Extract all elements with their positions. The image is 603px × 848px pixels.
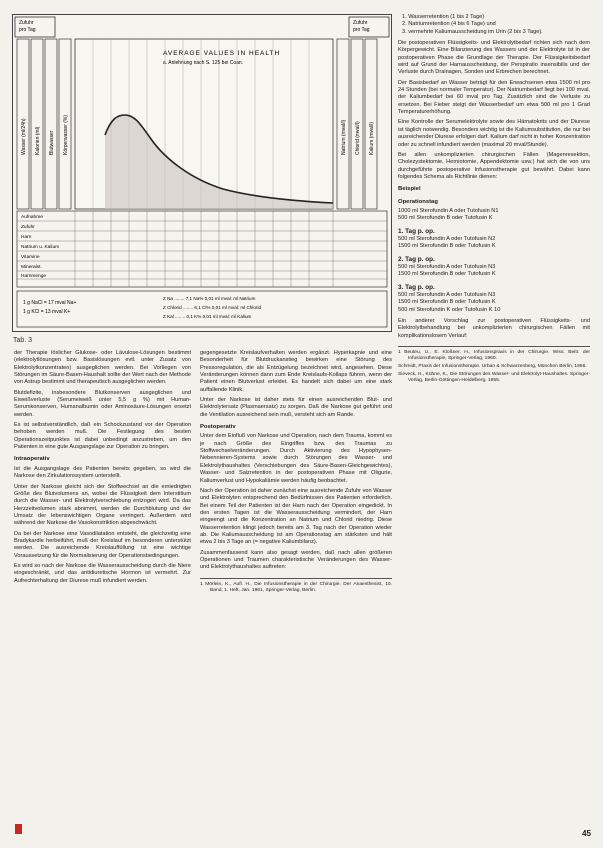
right-axis-label-1: Chlorid (mval/l) [355, 121, 361, 155]
page-number: 45 [582, 829, 591, 838]
dose-optag-0: 1000 ml Sterofundin A oder Tutofusin N1 [398, 207, 499, 214]
heading-intraoperativ: Intraoperativ [14, 456, 50, 463]
top-left-label-2: pro Tag [19, 27, 36, 33]
dose-day3-2: 500 ml Sterofundin K oder Tutofusin K 10 [398, 306, 501, 313]
left-axis-col-3 [45, 39, 57, 209]
list-item: 1. Wasserretention (1 bis 2 Tage) [402, 14, 485, 20]
left-paragraph-6: Da bei der Narkose eine Vasodilatation entsteht, die gleichzeitig eine Bradykardie herbeiführt, muß der Kreislauf im besonderen unterstützt werden. Die ausreichende Kreislauffüllung ist eine wichtige Voraussetzung für die Normalisierung der Operationsbedingungen. [14, 530, 191, 559]
left-axis-label-2: Blutwasser [49, 130, 55, 155]
mid-footnote [200, 578, 392, 594]
mid-paragraph-5: Zusammenfassend kann also gesagt werden, daß nach allen größeren Operationen und Traumen charakteristische Veränderungen des Wasser- und Elektrolythaushaltes auftreten: [200, 549, 392, 571]
data-table [17, 211, 387, 287]
heading-operationstag: Operationstag [398, 198, 438, 205]
chart-svg [13, 15, 393, 333]
left-paragraph-5: Unter der Narkose gleicht sich der Stoffwechsel an die erniedrigten Größe des Blutvolumens an, wobei die Flüssigkeit dem Interstitium durch die Wasser- und Elektrolytverschiebung entzogen wird. Da das Herzzeitvolumen stark abnimmt, werden die Durchblutung und der Umsatz der lebenswichtigen Organe verringert. Außerdem wird während der Narkose die Vasokonstriktion abgeschwächt. [14, 483, 191, 527]
right-axis-label-0: Natrium (mval/l) [341, 119, 347, 155]
left-paragraph-1: der Therapie löslicher Glukose- oder Lävulose-Lösungen bestimmt (elektrolytlösungen bzw. Basislösungen evtl. unter Zusatz von Elektrolytkonzentraten) ausgeglichen werden. Bei Vorliegen von Störungen im Säure-Basen-Haushalt sollte der Wert nach der Methode von Astrup bestimmt und therapeutisch ausgeglichen werden. [14, 350, 191, 386]
heading-day-1: 1. Tag p. op. [398, 227, 435, 235]
right-footnote-1: 1 Beuteu, U., E. Kloßner, H., Infusionspraxis in der Chirurgie. Wiss. Beitr. der Infusionstherapie, Springer-Verlag, 1960. [398, 350, 590, 362]
row-label-0: Aufnahme [21, 215, 43, 220]
figure-subtitle: a. Anlehnung nach S. 125 bei Coan. [163, 60, 244, 66]
left-paragraph-4: Ist die Ausgangslage des Patienten bereits gegeben, so wird die Narkose den Zirkulationssystem unterstellt. [14, 465, 191, 480]
left-axis-label-3: Körperwasser (%) [63, 114, 69, 155]
right-footnotes [398, 346, 590, 384]
left-axis-label-0: Wasser (ml/24h) [21, 118, 27, 155]
mid-paragraph-1: gegengesetzte Kreislaufverhalten werden ergänzt. Hyperkapnie und eine Besonderheit für Blutdruckanstieg bewirken eine Störung des Pressoregulation, die als Entzügelung bezeichnet wird, angesehen. Diese Veränderungen können dann zum Ende Kreislaufs-Kollaps führen, wenn der Patient einen Blutverlust erleidet. Es handelt sich dabei um eine stark auffallende Klinik. [200, 350, 392, 393]
left-paragraph-3: Es ist selbstverständlich, daß ein Schockzustand vor der Operation behoben werden muß. Die Festlegung des besten Operationszeitpunktes ist dabei unbedingt anzustreben, um den Patienten in eine gute Ausgangslage zur Operation zu bringen. [14, 422, 191, 451]
legend-right-1: Z Chlorid ........ 6,1 Cl% 0,01 ml mval: ml Chlorid [163, 305, 262, 310]
row-label-2: Harn [21, 235, 32, 240]
numbered-list [398, 14, 590, 36]
left-column [14, 350, 191, 588]
legend-left-0: 1 g NaCl = 17 mval Na+ [23, 300, 77, 306]
right-paragraph-3: Eine Kontrolle der Serumelektrolyte sowie des Hämatokrits und der Diurese ist täglich notwendig. Besonders wichtig ist die Kaliumsubstitution, die nur bei ausreichender Diurese erfolgen darf. Kalium darf nicht in hoher Konzentration oder zu schnell infundiert werden (maximal 20 mval/Stunde). [398, 119, 590, 148]
right-axis-label-2: Kalium (mval/l) [369, 121, 375, 155]
figure-title: AVERAGE VALUES IN HEALTH [163, 50, 281, 57]
row-label-5: Mineralst. [21, 265, 42, 270]
mid-paragraph-3: Unter dem Einfluß von Narkose und Operation, nach dem Trauma, kommt es je nach Größe des Eingriffes bzw. des Traumas zu Stoffwechselveränderungen. Durch Aktivierung des Hypophysen-Nebennieren-Systems sowie durch Störungen des Wasser- und Elektrolythaushaltes (Verschiebungen des Säure-Basen-Gleichgewichtes), Wasser- und Salzretention in der postoperativen Phase mit Oligurie, Kaliumverlust und Hypokaliämie werden häufig beobachtet. [200, 433, 392, 484]
heading-day-3: 3. Tag p. op. [398, 283, 435, 291]
heading-beispiel: Beispiel [398, 186, 421, 193]
dose-day3-1: 1500 ml Sterofundin B oder Tutofusin K [398, 299, 496, 306]
chart-figure [12, 14, 392, 332]
row-label-4: Vitamine [21, 255, 40, 260]
left-axis-col-2 [31, 39, 43, 209]
legend-right-2: Z Kal ........ 0,1 K% 0,01 ml mval: ml Kalium [163, 314, 252, 319]
right-paragraph-4: Bei allen unkomplizierten chirurgischen Fällen (Magenresektion, Cholezystektomie, Herniotomie, Appendektomie usw.) hat sich die von uns durchgeführte postoperative Infusionstherapie gut bewährt. Dabei kann folgendes Schema als Richtlinie dienen: [398, 151, 590, 180]
row-label-1: Zufuhr [21, 225, 35, 230]
mid-footnote-text: 1 Mörlein, K., Aufl. H., Die Infusionstherapie in der Chirurgie. Der Anaesthesist, 10. Band, 1. Heft, Jan. 1961, Springer-Verlag, Berlin. [200, 581, 392, 593]
heading-postoperativ: Postoperativ [200, 424, 236, 431]
right-footnote-2: Schmidt, Praxis der Infusionstherapie. Urban & Schwarzenberg, München Berlin, 1956. [398, 364, 587, 370]
middle-column [200, 350, 392, 596]
list-item: 3. vermehrte Kaliumausscheidung im Urin (2 bis 3 Tage). [402, 28, 543, 35]
right-paragraph-2: Der Basisbedarf an Wasser beträgt für den Erwachsenen etwa 1500 ml pro 24 Stunden (bei normaler Temperatur). Der Natriumbedarf liegt bei 100 mval, der Kaliumbedarf bei 60 mval pro Tag. Zusätzlich sind die Verluste zu ersetzen. Bei Fieber steigt der Wasserbedarf um etwa 500 ml pro 1 Grad Temperaturerhöhung. [398, 79, 590, 116]
left-paragraph-2: Blutdefizite, insbesondere Blutkonserven ausgeglichen und Eiweißverluste (Serumeiweiß unter 5,5 g %) mit Human-Serumkonserven, Humanalbumin oder Aminosäure-Lösungen ersetzt werden. [14, 389, 191, 418]
dose-day2-0: 500 ml Sterofundin A oder Tutofusin N3 [398, 263, 496, 270]
dose-day2-1: 1500 ml Sterofundin B oder Tutofusin K [398, 271, 496, 278]
list-item: 2. Natriumretention (4 bis 6 Tage) und [402, 21, 496, 28]
right-footnote-3: Sieveck, H., Kühne, K., Die Störungen des Wasser- und Elektrolyt-Haushaltes. Springer-Verlag, Berlin-Göttingen-Heidelberg, 1955. [398, 372, 590, 384]
top-right-label-2: pro Tag [353, 27, 370, 33]
right-paragraph-5: Ein anderer Vorschlag zur postoperativen Flüssigkeits- und Elektrolytbehandlung bei unkomplizierten chirurgischen Fällen mit komplikationslosem Verlauf: [398, 318, 590, 339]
row-label-6: Harnmenge [21, 274, 47, 279]
right-paragraph-1: Die postoperativen Flüssigkeits- und Elektrolytbedarf richten sich nach dem Körpergewicht. Eine Bilanzierung des Wassers und der Elektrolyte ist in der postoperativen Phase die Grundlage der Therapie. Der Flüssigkeitsbedarf wird auf Grund der Harnausscheidung, der Perspiratio insensibilis und der Verluste durch Drainagen, Sonden und Erbrechen berechnet. [398, 40, 590, 76]
dose-day1-0: 500 ml Sterofundin A oder Tutofusin N2 [398, 235, 496, 242]
red-tab-marker [15, 824, 22, 834]
dose-day1-1: 1500 ml Sterofundin B oder Tutofusin K [398, 243, 496, 250]
row-label-3: Natrium u. Kalium [21, 245, 60, 250]
legend-right-0: Z Na ........ 7,1 Na% 0,01 ml mval: ml Natrium [163, 296, 256, 301]
mid-paragraph-2: Unter der Narkose ist daher stets für einen ausreichenden Blut- und Elektrolytersatz (Plasmaersatz) zu sorgen. Daß die Narkose gut geführt und die Ventilation ausreichend sein muß, versteht sich am Rande. [200, 397, 392, 418]
figure-caption: Tab. 3 [13, 337, 33, 344]
top-right-label-1: Zufuhr [353, 20, 368, 26]
right-column [398, 14, 590, 386]
legend-left-1: 1 g KCl = 13 mval K+ [23, 309, 71, 315]
heading-day-2: 2. Tag p. op. [398, 255, 435, 263]
mid-paragraph-4: Nach der Operation ist daher zunächst eine ausreichende Zufuhr von Wasser und Elektrolyten entsprechend den Bedürfnissen des Patienten erforderlich. Bei einem Teil der Patienten ist der Harn nach der Operation eingedickt. In den ersten Tagen ist die Wasserausscheidung vermindert, der Harn eingeengt und die Konzentration an Natrium und Chlorid niedrig. Diese Wasserretention klingt jedoch bereits am 3. Tag nach der Operation wieder ab. Die Kaliumausscheidung ist am Operationstag am stärksten und hält etwa 2 bis 3 Tage an (= negative Kaliumbilanz). [200, 487, 392, 546]
left-paragraph-7: Es wird so nach der Narkose die Wasserausscheidung durch die Niere eingeschränkt, und das antidiuretische Hormon ist vermehrt. Zur Aufrechterhaltung der Diurese muß infundiert werden. [14, 562, 191, 584]
left-axis-label-1: Kalorien (ml) [35, 126, 41, 155]
dose-day3-0: 500 ml Sterofundin A oder Tutofusin N3 [398, 292, 496, 298]
top-left-label-1: Zufuhr [19, 20, 34, 26]
dose-optag-1: 500 ml Sterofundin B oder Tutofusin K [398, 215, 493, 222]
